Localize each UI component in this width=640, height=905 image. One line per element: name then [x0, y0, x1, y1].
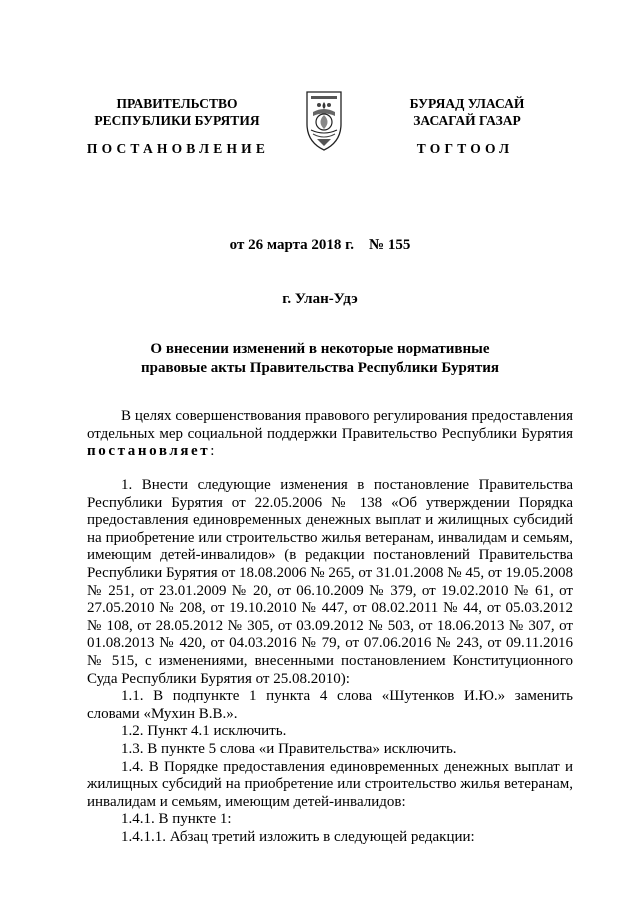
government-header-buryat [372, 95, 562, 129]
body-paragraph-1-4: 1.4. В Порядке предоставления единовременных денежных выплат и жилищных субсидий на приобретение или строительство жилья ветеранам, инвалидам и семьям, имеющим детей-инвалидов: [87, 758, 573, 810]
body-paragraph-1-1: 1.1. В подпункте 1 пункта 4 слова «Шутенков И.Ю.» заменить словами «Мухин В.В.». [87, 688, 573, 722]
document-date-number [0, 236, 640, 254]
body-paragraph-1: 1. Внести следующие изменения в постановление Правительства Республики Бурятия от 22.05.2006 № 138 «Об утверждении Порядка предоставления единовременных денежных выплат и жилищных субсидий на приобретение или строительство жилья ветеранам, инвалидам и семьям, имеющим детей-инвалидов» (в редакции постановлений Правительства Республики Бурятия от 18.08.2006 № 265, от 31.01.2008 № 45, от 19.05.2008 № 251, от 23.01.2009 № 20, от 06.10.2009 № 379, от 19.02.2010 № 61, от 27.05.2010 № 208, от 19.10.2010 № 447, от 08.02.2011 № 44, от 05.03.2012 № 108, от 28.05.2012 № 305, от 03.09.2012 № 503, от 18.06.2013 № 307, от 01.08.2013 № 420, от 04.03.2016 № 79, от 07.06.2016 № 243, от 09.11.2016 № 515, с изменениями, внесенными постановлением Конституционного Суда Республики Бурятия от 25.08.2010): [87, 477, 573, 687]
header-right-line2: ЗАСАГАЙ ГАЗАР [413, 113, 521, 128]
preamble-colon: : [210, 443, 215, 460]
title-line2: правовые акты Правительства Республики Бурятия [140, 360, 500, 376]
header-left-line2: РЕСПУБЛИКИ БУРЯТИЯ [94, 113, 260, 128]
document-city: г. Улан-Удэ [282, 291, 358, 307]
government-header [82, 95, 272, 129]
header-right-line1: БУРЯАД УЛАСАЙ [409, 96, 525, 111]
preamble-paragraph [87, 408, 573, 461]
body-paragraph-1-4-1: 1.4.1. В пункте 1: [121, 811, 232, 828]
date-number-text: от 26 марта 2018 г. № 155 [229, 237, 411, 253]
body-paragraph-1-3: 1.3. В пункте 5 слова «и Правительства» исключить. [121, 740, 457, 757]
header-left-line1: ПРАВИТЕЛЬСТВО [116, 96, 238, 111]
preamble-keyword: постановляет [87, 443, 211, 460]
preamble-text: В целях совершенствования правового регулирования предоставления отдельных мер социальной поддержки Правительство Республики Бурятия [87, 408, 573, 442]
document-title [0, 340, 640, 378]
doctype-russian: ПОСТАНОВЛЕНИЕ [86, 141, 270, 156]
doctype-buryat: ТОГТООЛ [416, 141, 514, 156]
preamble [87, 408, 573, 461]
coat-of-arms-icon [301, 90, 347, 152]
body-paragraph-1-2: 1.2. Пункт 4.1 исключить. [121, 723, 287, 740]
body-paragraph-1-4-1-1: 1.4.1.1. Абзац третий изложить в следующей редакции: [121, 828, 475, 845]
title-line1: О внесении изменений в некоторые нормативные [150, 341, 490, 357]
document-body [87, 477, 573, 846]
